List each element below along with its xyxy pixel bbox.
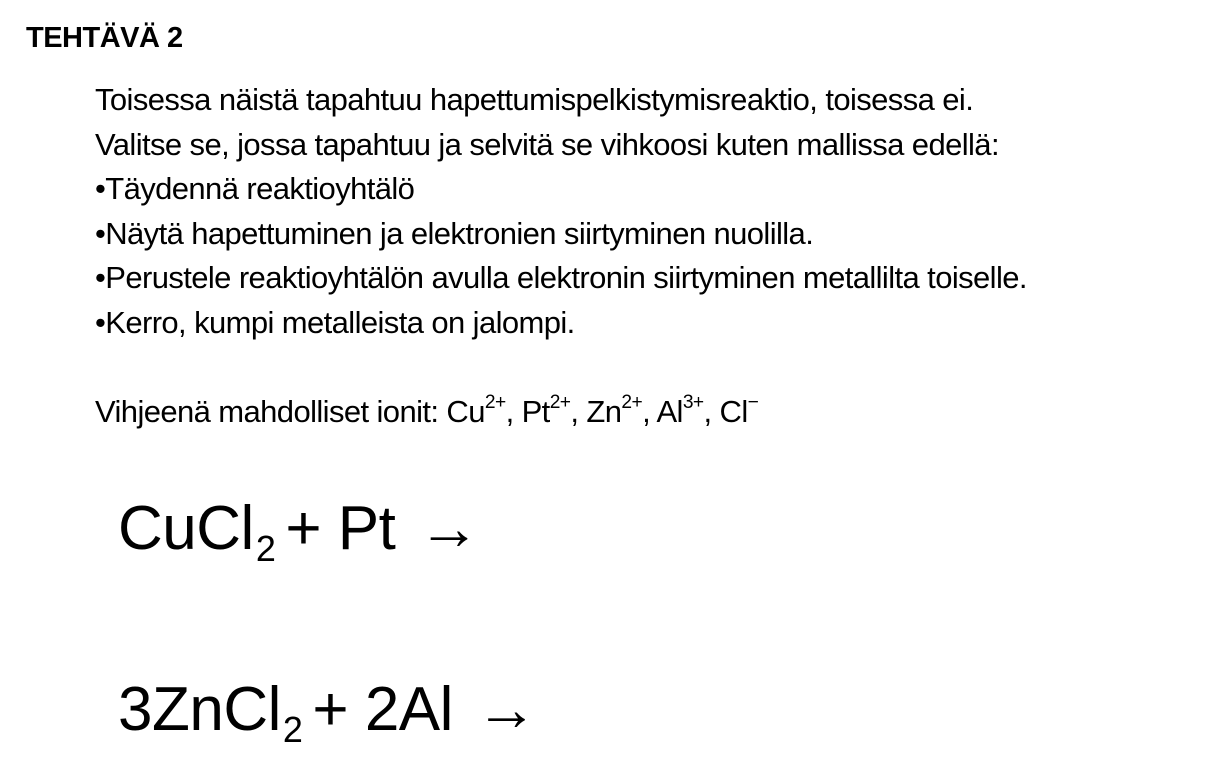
bullet-item: •Täydennä reaktioyhtälö [95, 171, 415, 206]
ion-pt: $Pt^{2+}$, [521, 391, 587, 429]
ion-al: $Al^{3+}$, [656, 391, 720, 429]
equation-zncl2-al: 3ZnCl2 + 2Al → [118, 675, 538, 750]
reaction-arrow-icon: → [475, 675, 538, 744]
ion-cl: Cl− [719, 391, 759, 429]
instruction-line: Toisessa näistä tapahtuu hapettumispelkistymisreaktio, toisessa ei. [95, 82, 974, 117]
bullet-item: •Näytä hapettuminen ja elektronien siirtyminen nuolilla. [95, 215, 814, 251]
ion-cu: $Cu^{2+}$, [446, 391, 522, 429]
bullet-item: •Perustele reaktioyhtälön avulla elektronin siirtyminen metallilta toiselle. [95, 260, 1027, 295]
ion-zn: $Zn^{2+}$, [586, 391, 657, 429]
slide-title: TEHTÄVÄ 2 [26, 22, 183, 54]
hint-prefix: Vihjeenä mahdolliset ionit: [95, 393, 447, 429]
spacer [95, 345, 1220, 390]
ion-hint [95, 390, 1220, 435]
equation-cucl2-pt: CuCl2 + Pt → [118, 494, 480, 569]
instruction-line: Valitse se, jossa tapahtuu ja selvitä se vihkoosi kuten mallissa edellä: [95, 126, 999, 162]
instructions-block [95, 78, 1220, 434]
bullet-item: •Kerro, kumpi metalleista on jalompi. [95, 304, 575, 340]
reaction-arrow-icon: → [418, 494, 480, 563]
